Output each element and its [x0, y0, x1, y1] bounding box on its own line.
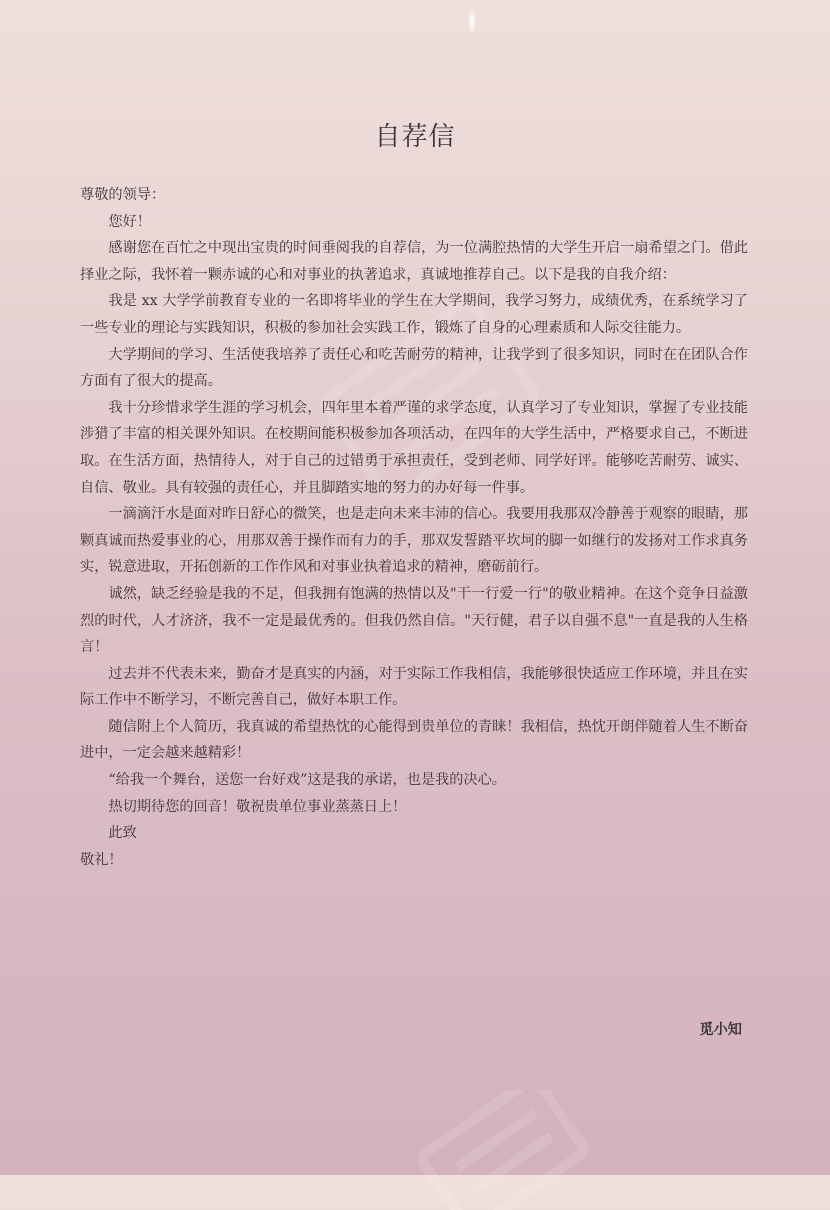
- paragraph-motto: 诚然，缺乏经验是我的不足，但我拥有饱满的热情以及"干一行爱一行"的敬业精神。在这个竞争日益激烈的时代，人才济济，我不一定是最优秀的。但我仍然自信。"天行健，君子以自强不息"一直是我的人生格言！: [80, 585, 748, 656]
- regards: 敬礼！: [80, 851, 123, 868]
- salutation: 尊敬的领导：: [80, 187, 166, 203]
- paragraph-future: 过去并不代表未来，勤奋才是真实的内涵，对于实际工作我相信，我能够很快适应工作环境，并且在实际工作中不断学习，不断完善自己，做好本职工作。: [80, 665, 748, 709]
- paragraph-background: 我是 xx 大学学前教育专业的一名即将毕业的学生在大学期间，我学习努力，成绩优秀，在系统学习了一些专业的理论与实践知识，积极的参加社会实践工作，锻炼了自身的心理素质和人际交往能力。: [80, 293, 748, 336]
- paragraph-intro: 感谢您在百忙之中现出宝贵的时间垂阅我的自荐信，为一位满腔热情的大学生开启一扇希望之门。借此择业之际，我怀着一颗赤诚的心和对事业的执著追求，真诚地推荐自己。以下是我的自我介绍：: [80, 240, 748, 283]
- paragraph-study: 我十分珍惜求学生涯的学习机会，四年里本着严谨的求学态度，认真学习了专业知识，掌握了专业技能涉猎了丰富的相关课外知识。在校期间能积极参加各项活动，在四年的大学生活中，严格要求自己，不断进取。在生活方面，热情待人，对于自己的过错勇于承担责任，受到老师、同学好评。能够吃苦耐劳、诚实、自信、敬业。具有较强的责任心，并且脚踏实地的努力的办好每一件事。: [80, 399, 748, 496]
- letter-title: 自荐信: [374, 122, 456, 152]
- paragraph-promise: “给我一个舞台，送您一台好戏”这是我的承诺，也是我的决心。: [108, 772, 506, 789]
- paragraph-resume: 随信附上个人简历，我真诚的希望热忱的心能得到贵单位的青睐！我相信，热忱开朗伴随着人生不断奋进中，一定会越来越精彩！: [80, 718, 748, 762]
- letter-body: [80, 182, 748, 873]
- closing-line: 此致: [108, 825, 137, 842]
- paragraph-determination: 一滴滴汗水是面对昨日舒心的微笑，也是走向未来丰沛的信心。我要用我那双冷静善于观察的眼睛，那颗真诚而热爱事业的心，用那双善于操作而有力的手，那双发誓踏平坎坷的脚一如继行的发扬对工作求真务实，锐意进取，开拓创新的工作作风和对事业执着追求的精神，磨砺前行。: [80, 506, 748, 576]
- signature: 觅小知: [699, 1022, 742, 1038]
- top-ornament: [468, 10, 476, 32]
- paragraph-responsibility: 大学期间的学习、生活使我培养了责任心和吃苦耐劳的精神，让我学到了很多知识，同时在在团队合作方面有了很大的提高。: [80, 346, 748, 390]
- watermark-stamp-bottom: [400, 1090, 600, 1210]
- paragraph-wishes: 热切期待您的回音！敬祝贵单位事业蒸蒸日上！: [108, 798, 407, 815]
- greeting: 您好！: [108, 213, 151, 230]
